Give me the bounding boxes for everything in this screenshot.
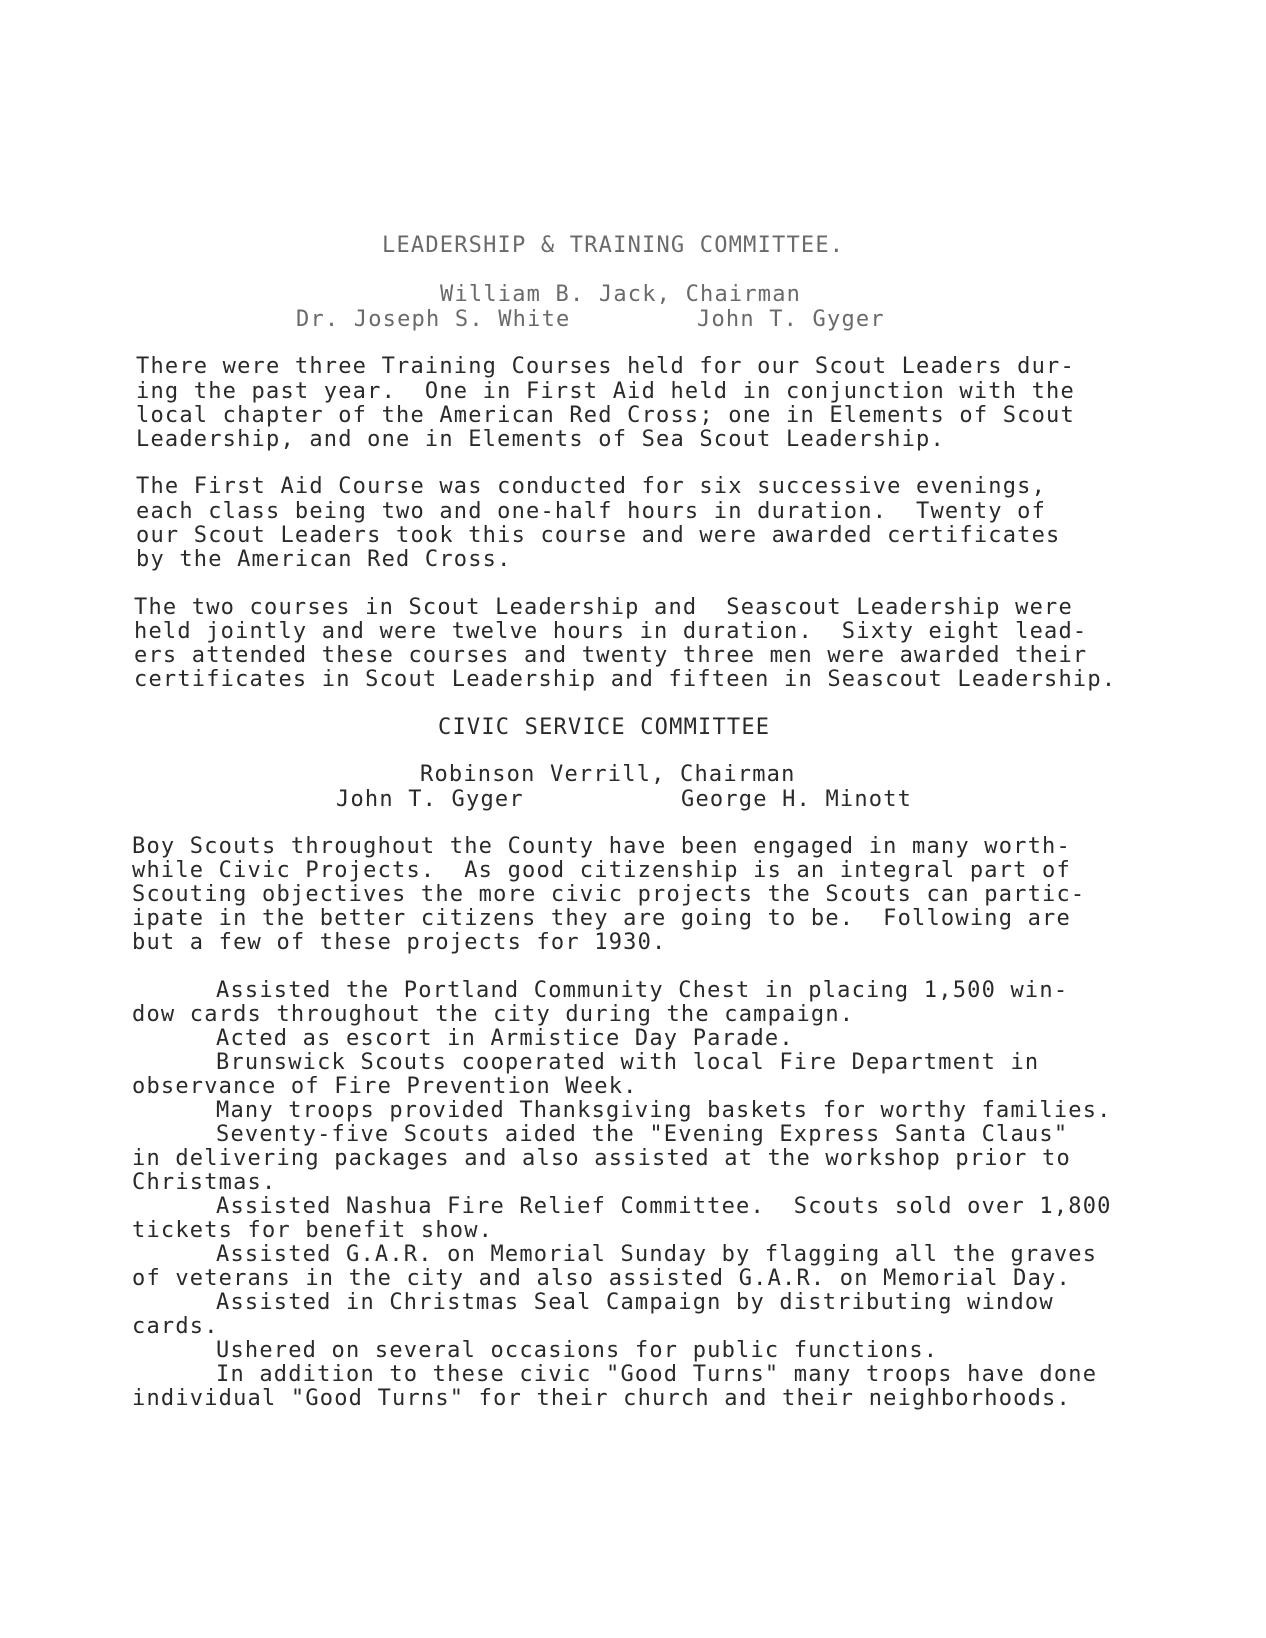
paragraph-line: while Civic Projects. As good citizenship is an integral part of (132, 858, 1071, 883)
project-item: cards. (132, 1314, 219, 1339)
paragraph-line: by the American Red Cross. (136, 547, 512, 572)
paragraph-line: each class being two and one-half hours in duration. Twenty of (136, 499, 1047, 524)
project-item: Assisted in Christmas Seal Campaign by distributing window (216, 1290, 1054, 1315)
leadership-chairman: William B. Jack, Chairman (440, 282, 802, 307)
paragraph-line: our Scout Leaders took this course and were awarded certificates (136, 523, 1061, 548)
paragraph-line: Leadership, and one in Elements of Sea Scout Leadership. (136, 427, 945, 452)
paragraph-line: ipate in the better citizens they are going to be. Following are (132, 906, 1071, 931)
project-item: Ushered on several occasions for public functions. (216, 1338, 939, 1363)
project-item: Christmas. (132, 1170, 277, 1195)
project-item: Acted as escort in Armistice Day Parade. (216, 1026, 794, 1051)
project-item: Many troops provided Thanksgiving baskets for worthy families. (216, 1098, 1112, 1123)
project-item: Assisted Nashua Fire Relief Committee. Scouts sold over 1,800 (216, 1194, 1112, 1219)
leadership-member-left: Dr. Joseph S. White (296, 307, 571, 332)
paragraph-line: There were three Training Courses held for our Scout Leaders dur- (136, 354, 1075, 379)
paragraph-line: Scouting objectives the more civic projects the Scouts can partic- (132, 882, 1086, 907)
paragraph-line: certificates in Scout Leadership and fifteen in Seascout Leadership. (134, 667, 1117, 692)
project-item: tickets for benefit show. (132, 1218, 494, 1243)
paragraph-line: The two courses in Scout Leadership and Seascout Leadership were (134, 595, 1073, 620)
project-item: in delivering packages and also assisted at the workshop prior to (132, 1146, 1071, 1171)
civic-member-right: George H. Minott (681, 787, 913, 812)
project-item: dow cards throughout the city during the campaign. (132, 1002, 855, 1027)
civic-chairman: Robinson Verrill, Chairman (420, 762, 796, 787)
civic-member-left: John T. Gyger (336, 787, 524, 812)
paragraph-line: ers attended these courses and twenty three men were awarded their (134, 643, 1088, 668)
project-item: In addition to these civic "Good Turns" many troops have done (216, 1362, 1098, 1387)
paragraph-line: The First Aid Course was conducted for six successive evenings, (136, 474, 1047, 499)
leadership-member-right: John T. Gyger (697, 307, 885, 332)
paragraph-line: Boy Scouts throughout the County have been engaged in many worth- (132, 834, 1071, 859)
paragraph-line: ing the past year. One in First Aid held in conjunction with the (136, 379, 1075, 404)
paragraph-line: held jointly and were twelve hours in duration. Sixty eight lead- (134, 619, 1088, 644)
project-item: individual "Good Turns" for their church and their neighborhoods. (132, 1386, 1071, 1411)
project-item: Seventy-five Scouts aided the "Evening Express Santa Claus" (216, 1122, 1069, 1147)
civic-heading: CIVIC SERVICE COMMITTEE (438, 715, 771, 740)
project-item: of veterans in the city and also assisted G.A.R. on Memorial Day. (132, 1266, 1071, 1291)
project-item: Assisted the Portland Community Chest in placing 1,500 win- (216, 978, 1069, 1003)
paragraph-line: local chapter of the American Red Cross; one in Elements of Scout (136, 403, 1075, 428)
leadership-heading: LEADERSHIP & TRAINING COMMITTEE. (382, 233, 845, 258)
project-item: Brunswick Scouts cooperated with local Fire Department in (216, 1050, 1040, 1075)
project-item: observance of Fire Prevention Week. (132, 1074, 638, 1099)
paragraph-line: but a few of these projects for 1930. (132, 930, 667, 955)
project-item: Assisted G.A.R. on Memorial Sunday by flagging all the graves (216, 1242, 1098, 1267)
